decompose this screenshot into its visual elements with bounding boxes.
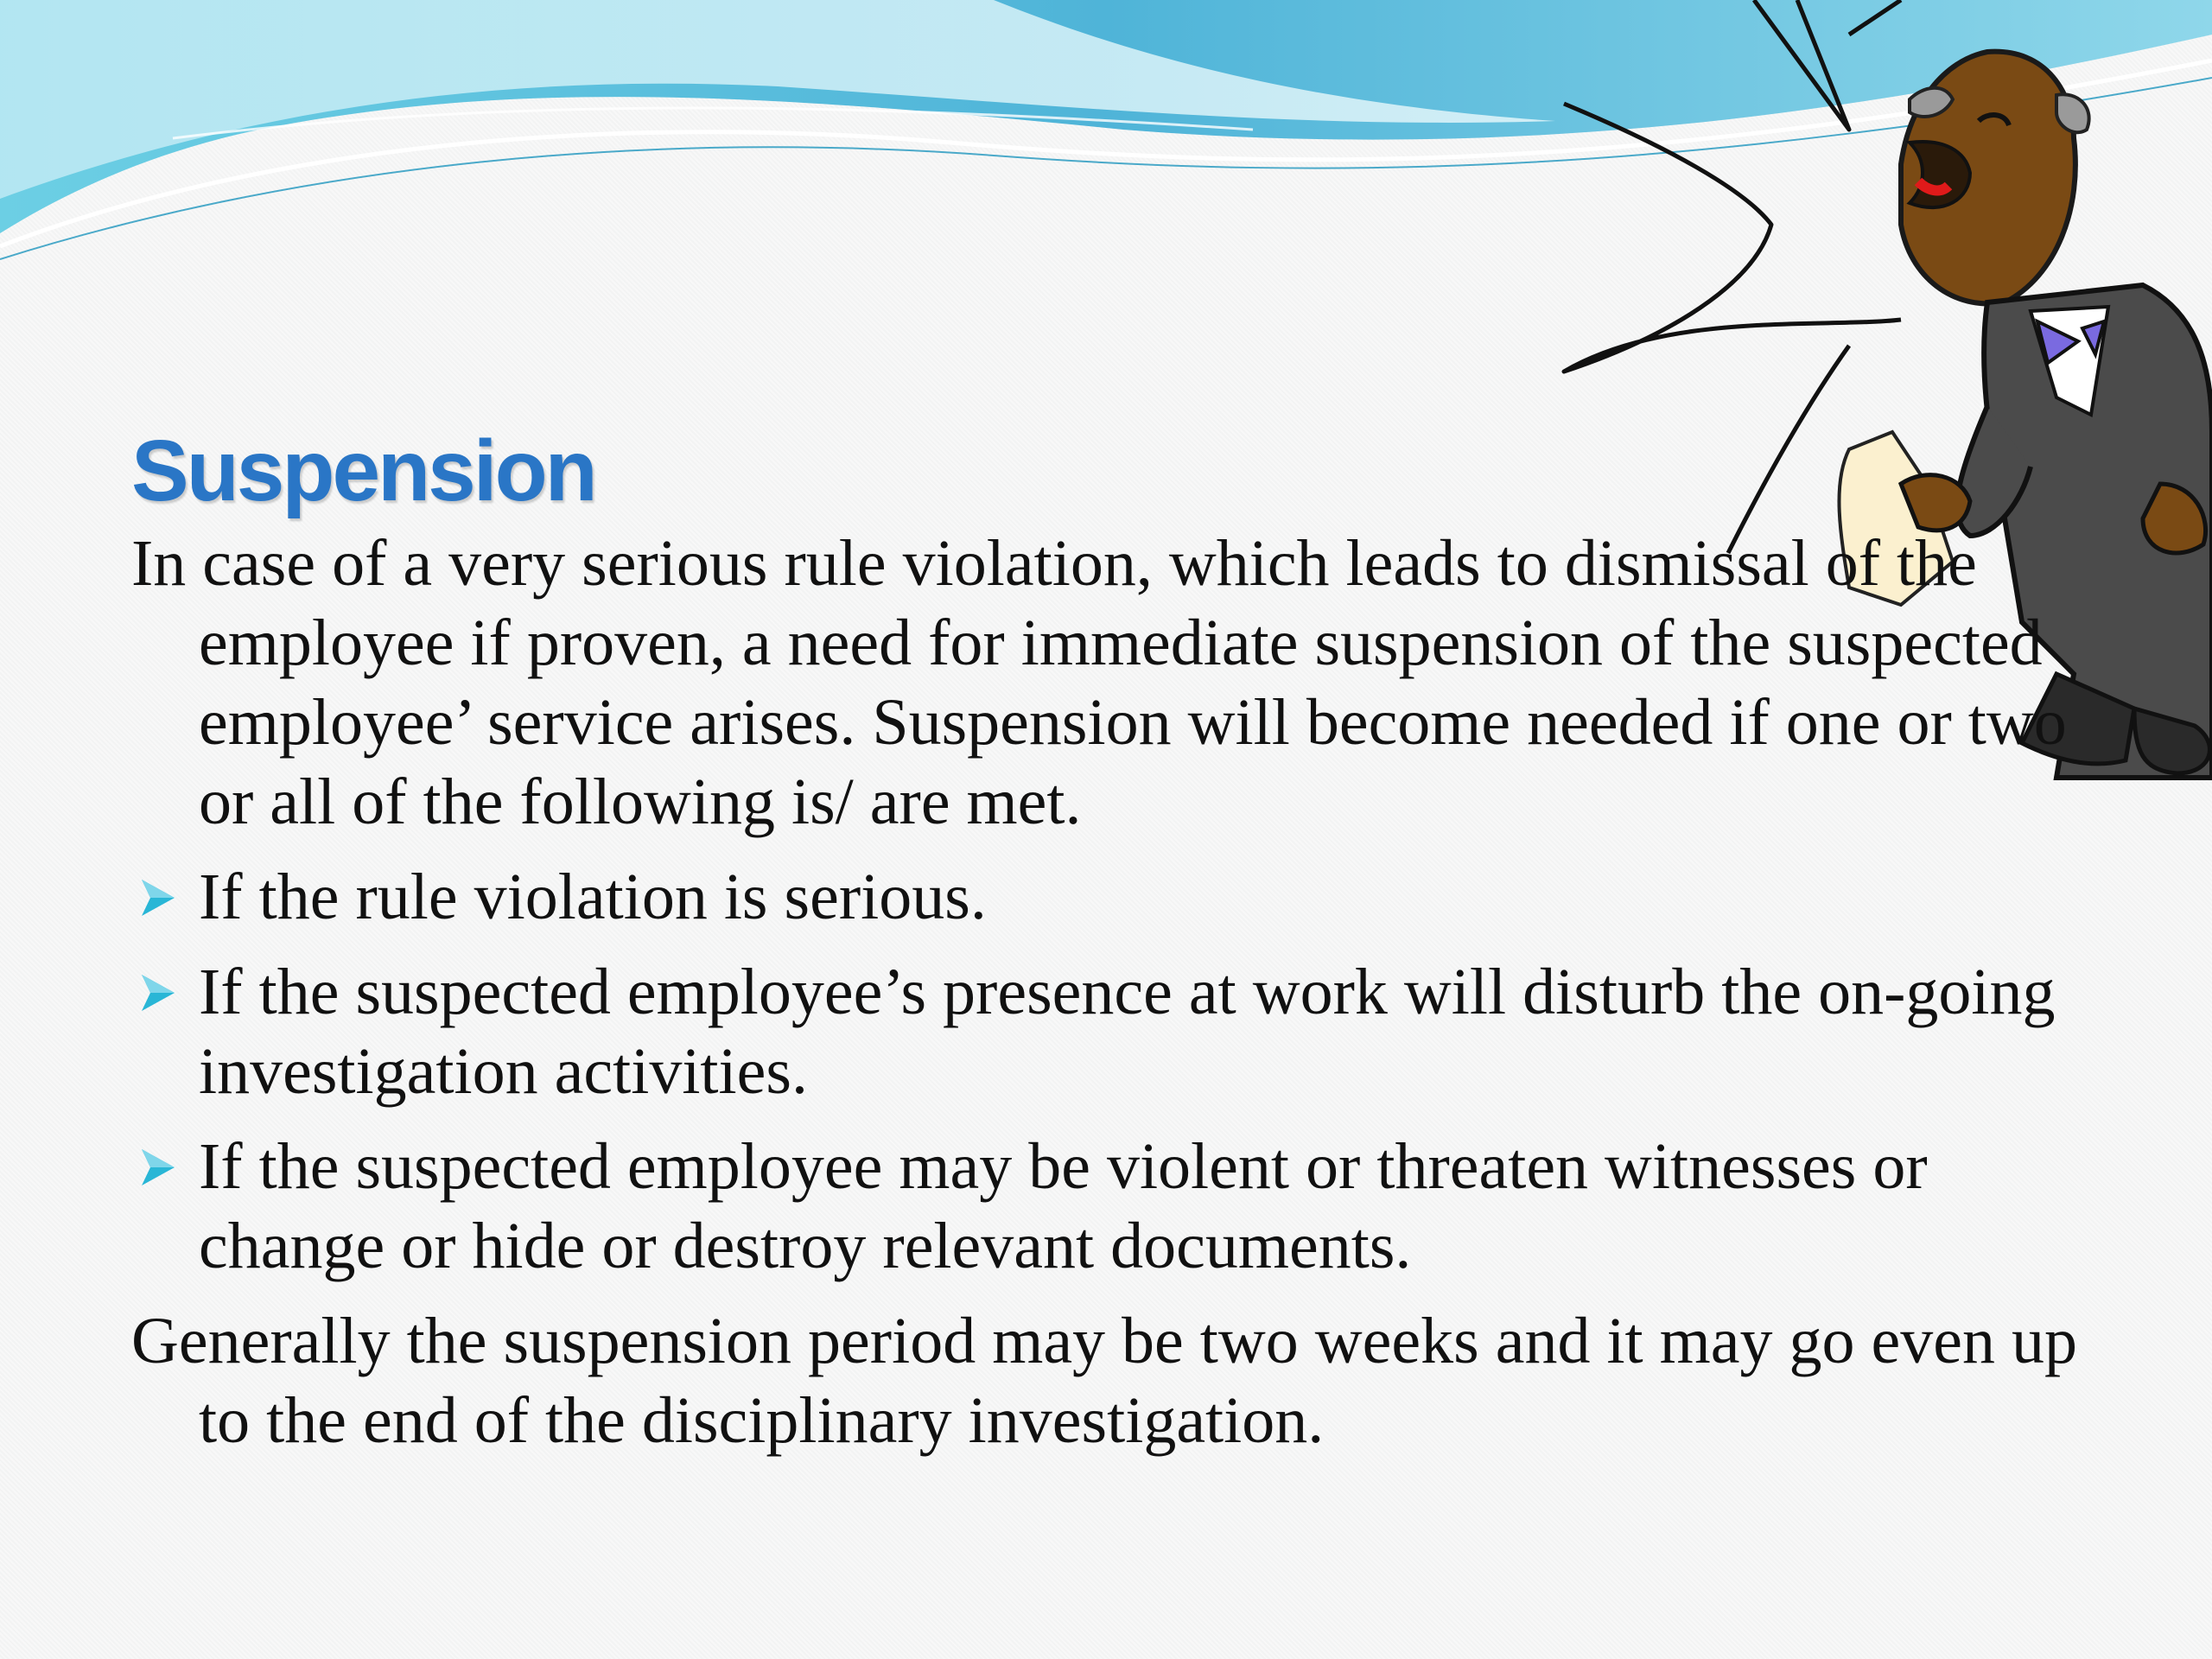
arrow-bullet-icon <box>138 971 178 1014</box>
list-item <box>131 952 2084 1111</box>
slide-title: Suspension <box>131 423 595 519</box>
list-item <box>131 857 2084 937</box>
condition-list <box>131 857 2084 1286</box>
closing-paragraph: Generally the suspension period may be two weeks and it may go even up to the end of the disciplinary investigation. <box>131 1305 2077 1457</box>
list-item-text: If the rule violation is serious. <box>199 861 987 933</box>
arrow-bullet-icon <box>138 876 178 919</box>
slide-content <box>131 423 2084 1460</box>
list-item-text: If the suspected employee’s presence at work will disturb the on-going investigation activities. <box>199 956 2056 1108</box>
intro-paragraph: In case of a very serious rule violation, which leads to dismissal of the employee if proven, a need for immediate suspension of the suspected employee’ service arises. Suspension will become needed if one or two or all of the following is/ are met. <box>131 527 2067 838</box>
list-item <box>131 1127 2084 1286</box>
list-item-text: If the suspected employee may be violent or threaten witnesses or change or hide or destroy relevant documents. <box>199 1130 1928 1282</box>
arrow-bullet-icon <box>138 1146 178 1189</box>
